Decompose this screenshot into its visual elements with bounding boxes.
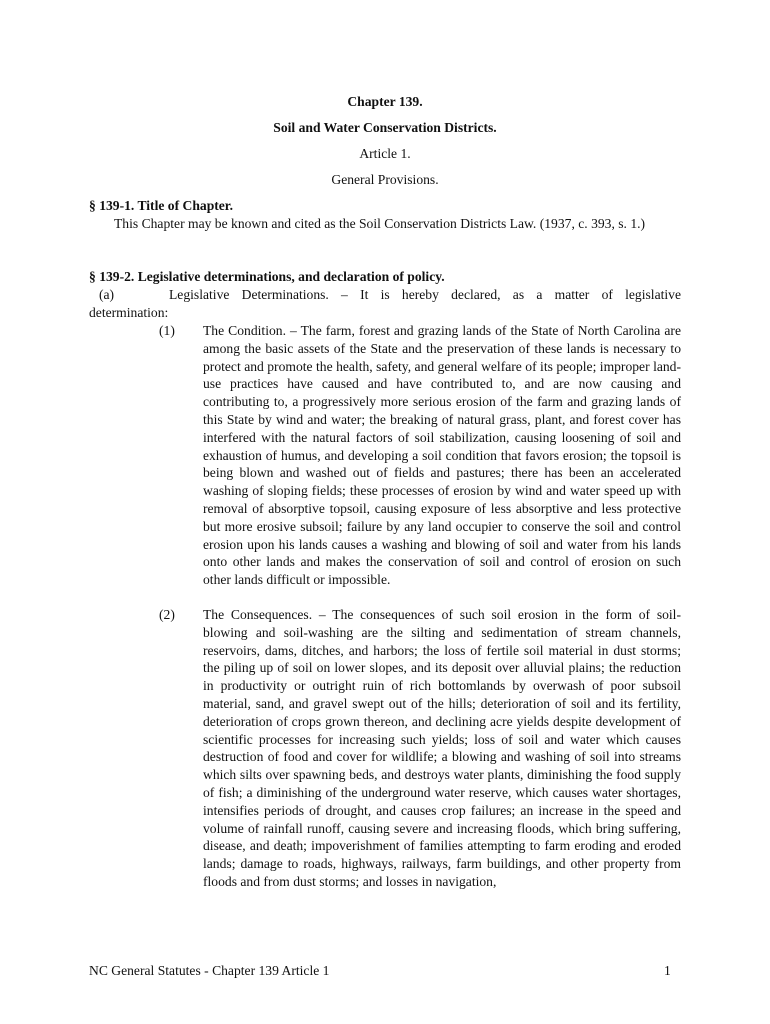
footer-title: NC General Statutes - Chapter 139 Article 1 — [89, 963, 330, 978]
subsection-a — [89, 286, 681, 322]
page-number: 1 — [664, 963, 671, 978]
section-139-2-heading: § 139-2. Legislative determinations, and declaration of policy. — [89, 269, 445, 284]
section-139-1-text: This Chapter may be known and cited as the Soil Conservation Districts Law. (1937, c. 393, s. 1.) — [114, 216, 646, 231]
subsection-a-continuation: determination: — [89, 305, 169, 320]
item-2-text: The Consequences. – The consequences of such soil erosion in the form of soil-blowing and soil-washing are the silting and sedimentation of stream channels, reservoirs, dams, ditches, and harbors; the loss of fertile soil material in dust storms; the piling up of soil on lower slopes, and its deposit over alluvial plains; the reduction in productivity or outright ruin of rich bottomlands by overwash of poor subsoil material, sand, and gravel swept out of the hills; deterioration of soil and its fertility, deterioration of crops grown thereon, and declining acre yields despite development of scientific processes for increasing such yields; loss of soil and water which causes destruction of food and cover for wildlife; a blowing and washing of soil into streams which silts over spawning beds, and destroys water plants, diminishing the food supply of fish; a diminishing of the underground water reserve, which causes water shortages, intensifies periods of drought, and causes crop failures; an increase in the speed and volume of rainfall runoff, causing severe and increasing floods, which bring suffering, disease, and death; impoverishment of families attempting to farm eroding and eroded lands; damage to roads, highways, railways, farm buildings, and other property from floods and from dust storms; and losses in navigation, — [203, 607, 681, 889]
item-1-number: (1) — [159, 323, 175, 338]
chapter-heading: Chapter 139. — [347, 94, 423, 109]
article-heading: Article 1. — [359, 146, 411, 161]
article-title: General Provisions. — [331, 172, 439, 187]
subsection-a-label: (a) — [99, 287, 115, 302]
chapter-title: Soil and Water Conservation Districts. — [273, 120, 497, 135]
section-139-1-heading: § 139-1. Title of Chapter. — [89, 198, 233, 213]
subsection-a-text: Legislative Determinations. – It is hereby declared, as a matter of legislative — [169, 287, 681, 302]
item-1-text: The Condition. – The farm, forest and grazing lands of the State of North Carolina are among the basic assets of the State and the preservation of these lands is necessary to protect and promote the health, safety, and general welfare of its people; improper land-use practices have caused and have contributed to, and are now causing and contributing to, a progressively more serious erosion of the farm and grazing lands of this State by wind and water; the breaking of natural grass, plant, and forest cover has interfered with the natural factors of soil stabilization, causing loosening of soil and exhaustion of humus, and developing a soil condition that favors erosion; the topsoil is being blown and washed out of fields and pastures; there has been an accelerated washing of sloping fields; these processes of erosion by wind and water speed up with removal of absorptive topsoil, causing exposure of less absorptive and less protective but more erosive subsoil; failure by any land occupier to conserve the soil and control erosion upon his lands causes a washing and blowing of soil and water from his lands onto other lands and makes the conservation of soil and control of erosion on such other lands difficult or impossible. — [203, 323, 681, 588]
item-2-number: (2) — [159, 607, 175, 622]
